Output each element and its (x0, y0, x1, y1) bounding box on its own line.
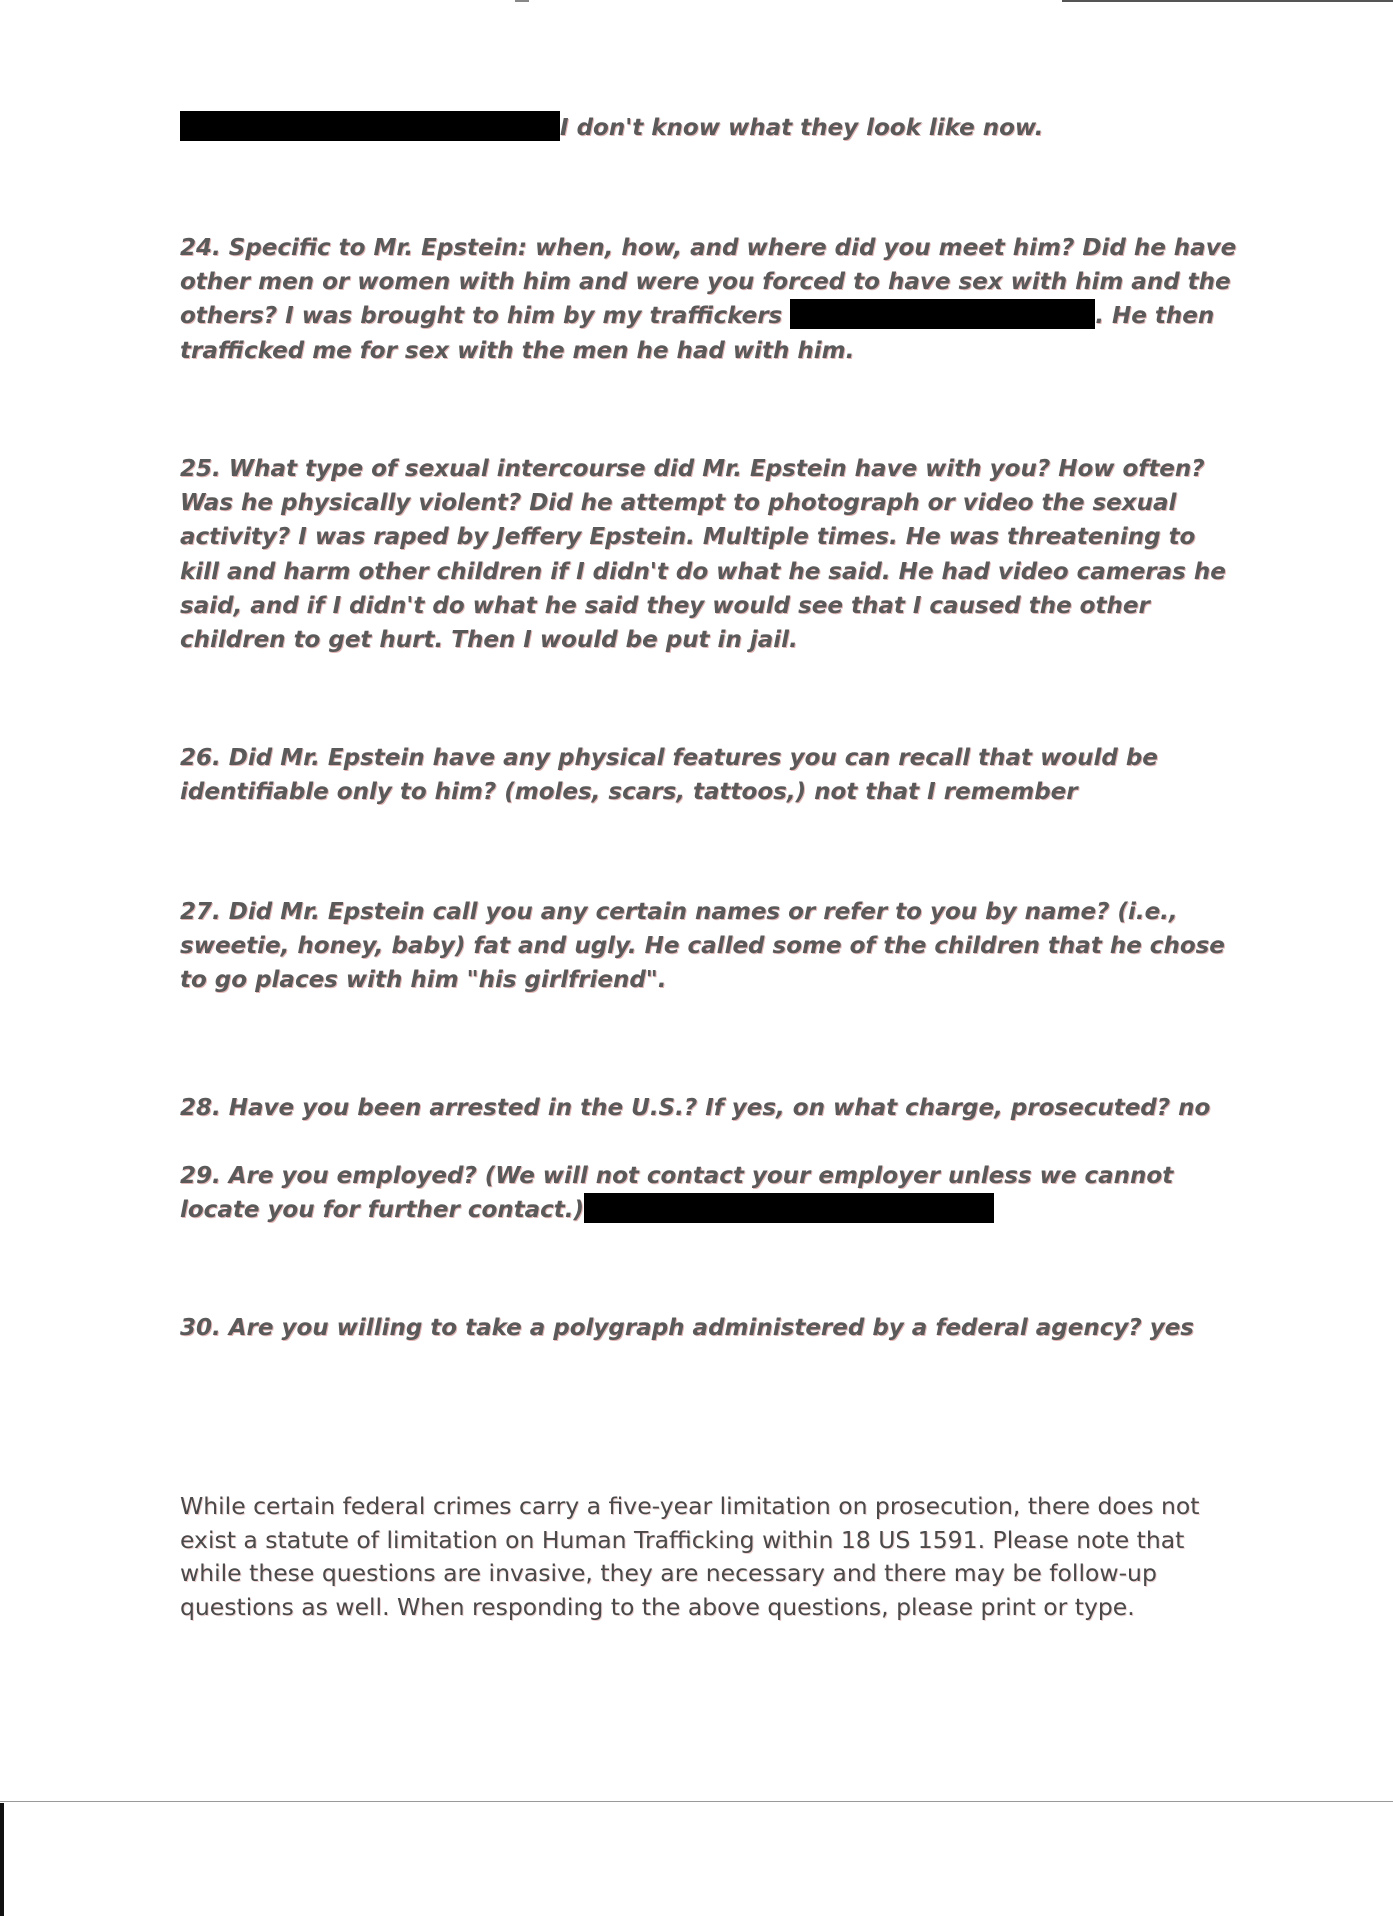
question-28-text: 28. Have you been arrested in the U.S.? If yes, on what charge, prosecuted? (180, 1095, 1171, 1121)
question-30-text: 30. Are you willing to take a polygraph administered by a federal agency? (180, 1315, 1142, 1341)
answer-27-text: fat and ugly. He called some of the children that he chose to go places with him "his girlfriend". (180, 933, 1225, 994)
redaction-bar (584, 1193, 994, 1223)
scan-bar-left (0, 1803, 4, 1916)
answer-24-continued: . He then trafficked me for sex with the men he had with him. (180, 303, 1215, 364)
question-25-text: 25. What type of sexual intercourse did Mr. Epstein have with you? How often? Was he physically violent? Did he attempt to photograph or video the sexual activity? (180, 456, 1205, 551)
scan-line-bottom (0, 1801, 1393, 1802)
question-27-text: 27. Did Mr. Epstein call you any certain names or refer to you by name? (i.e., sweetie, honey, baby) (180, 899, 1178, 960)
question-29 (180, 1159, 1240, 1227)
answer-28-text: no (1170, 1095, 1211, 1121)
answer-24-text: I was brought to him by my traffickers (277, 303, 791, 330)
intro-line (180, 111, 1240, 145)
redaction-bar (790, 299, 1095, 329)
question-27 (180, 895, 1240, 998)
question-24-text: 24. Specific to Mr. Epstein: when, how, and where did you meet him? Did he have other men or women with him and were you forced to have sex with him and the others? (180, 235, 1237, 330)
answer-25-text: I was raped by Jeffery Epstein. Multiple times. He was threatening to kill and harm other children if I didn't do what he said. He had video cameras he said, and if I didn't do what he said they would see that I caused the other children to get hurt. Then I would be put in jail. (180, 524, 1226, 654)
redaction-bar (180, 111, 560, 141)
question-28 (180, 1091, 1240, 1125)
question-24 (180, 231, 1240, 368)
answer-26-text: not that I remember (806, 779, 1078, 806)
intro-text: I don't know what they look like now. (560, 115, 1044, 141)
question-29-text: 29. Are you employed? (We will not contact your employer unless we cannot locate you for further contact.) (180, 1163, 1174, 1224)
question-26-text: 26. Did Mr. Epstein have any physical features you can recall that would be identifiable only to him? (moles, scars, tattoos,) (180, 745, 1158, 806)
question-30 (180, 1311, 1240, 1345)
question-26 (180, 741, 1240, 809)
question-25 (180, 452, 1240, 657)
scan-edge-top (1062, 0, 1393, 2)
answer-30-text: yes (1141, 1315, 1194, 1341)
limitation-notice: While certain federal crimes carry a five-year limitation on prosecution, there does not exist a statute of limitation on Human Trafficking within 18 US 1591. Please note that while these questions are invasive, they are necessary and there may be follow-up questions as well. When responding to the above questions, please print or type. (180, 1492, 1200, 1621)
scan-mark-top (515, 0, 529, 2)
